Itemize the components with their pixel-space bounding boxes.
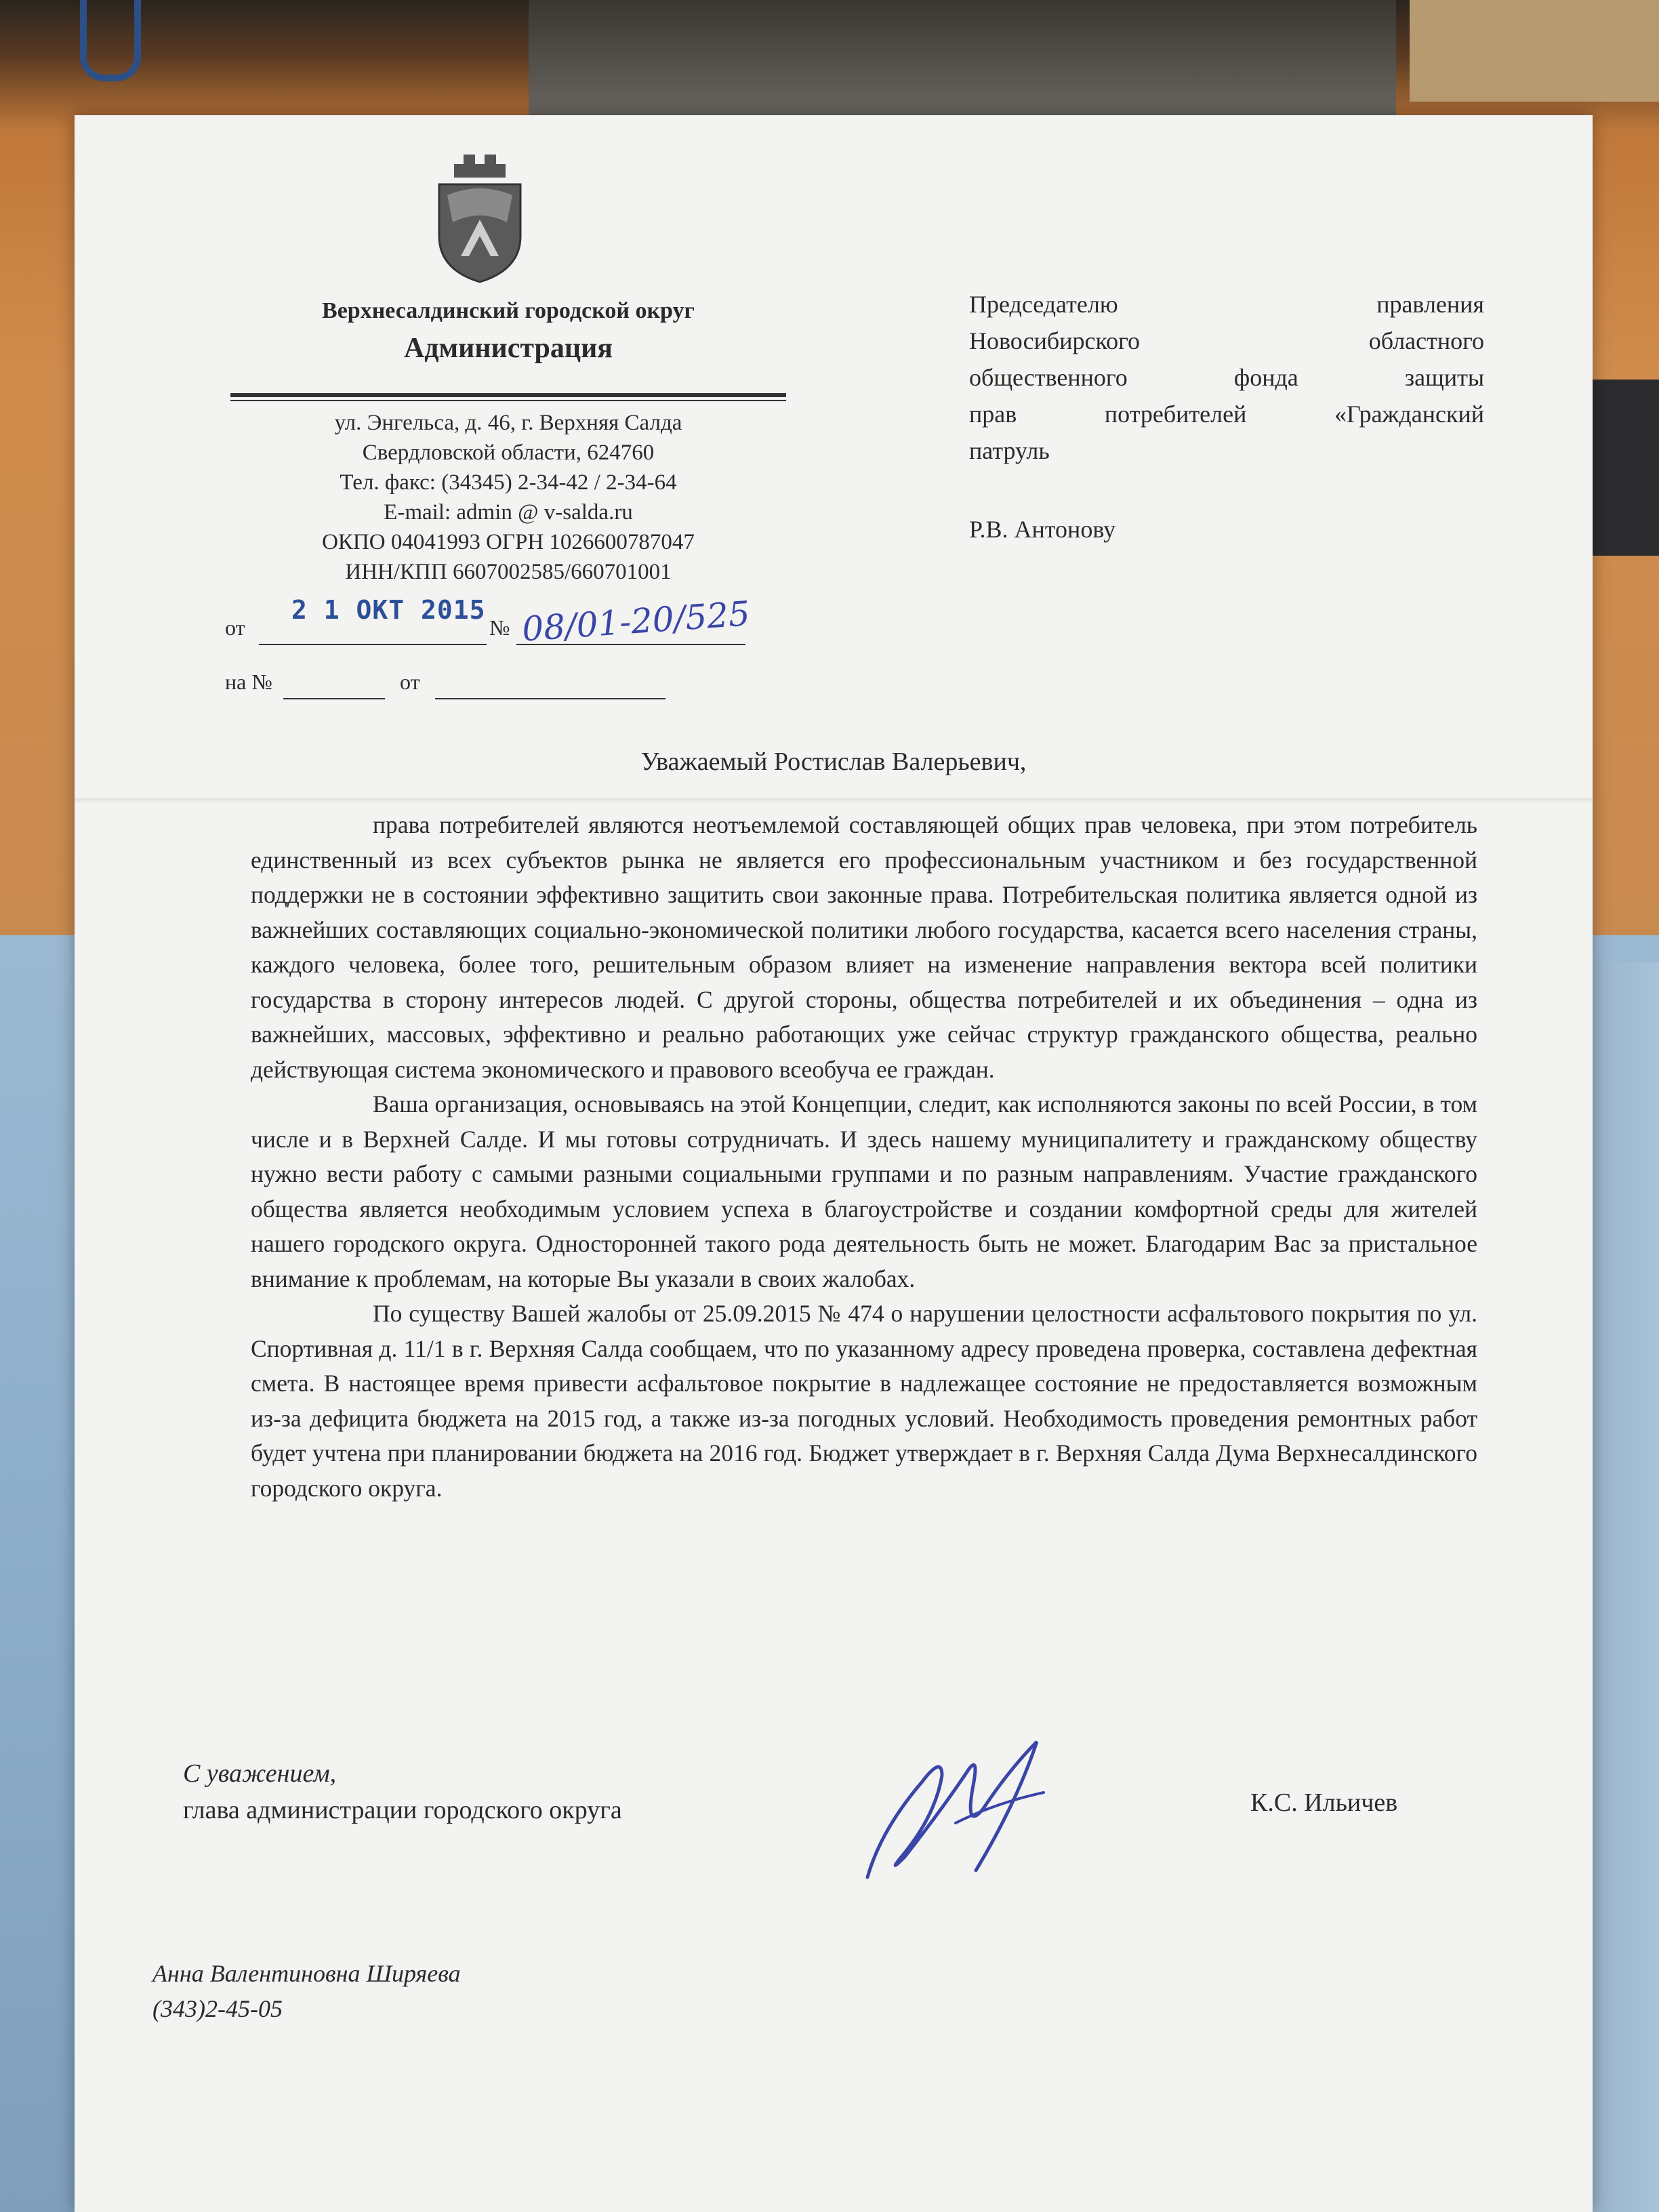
closing-text: С уважением,: [183, 1759, 337, 1788]
reply-to-label: на №: [225, 670, 272, 694]
background-board: [1410, 0, 1659, 102]
address-line: ул. Энгельса, д. 46, г. Верхняя Салда: [334, 411, 682, 435]
addressee-line: прав потребителей «Гражданский: [969, 401, 1484, 428]
reply-date-blank: [435, 698, 665, 699]
okpo-ogrn-line: ОКПО 04041993 ОГРН 1026600787047: [322, 530, 695, 554]
paper-clip-icon: [80, 0, 141, 81]
executor-phone: (343)2-45-05: [152, 1995, 283, 2022]
background-shelf: [529, 0, 1396, 119]
reply-number-blank: [283, 698, 385, 699]
inn-kpp-line: ИНН/КПП 6607002585/660701001: [345, 560, 672, 584]
from-label: от: [225, 615, 245, 640]
addressee-name: Р.В. Антонову: [969, 516, 1116, 543]
address-line: Тел. факс: (34345) 2-34-42 / 2-34-64: [340, 470, 677, 495]
date-blank: [259, 644, 487, 645]
letter-body: [251, 808, 1477, 1506]
outgoing-number: 08/01-20/525: [520, 594, 752, 649]
letter-page: [75, 115, 1593, 2212]
org-title: Администрация: [403, 333, 613, 364]
body-paragraph: права потребителей являются неотъемлемой составляющей общих прав человека, при этом потребитель единственный из всех субъектов рынка не является его профессиональным участником и без государственной поддержки не в состоянии эффективно защитить свои законные права. Потребительская политика является одной из важнейших составляющих социально-экономической политики любого государства, касается всего населения страны, каждого человека, более того, решительным образом влияет на изменение направления вектора всей политики государства в сторону интересов людей. С другой стороны, общества потребителей и их объединения – одна из важнейших, массовых, эффективно и реально работающих уже сейчас структур гражданского общества, реально действующая система экономического и правового всеобуча ее граждан.: [251, 811, 1477, 1083]
handwritten-signature: [840, 1728, 1098, 1891]
addressee-line: патруль: [969, 437, 1050, 464]
number-label: №: [489, 615, 510, 640]
coat-of-arms-icon: [434, 155, 526, 283]
date-stamp: 2 1 ОКТ 2015: [291, 595, 486, 625]
executor-name: Анна Валентиновна Ширяева: [152, 1960, 461, 1987]
signer-name: К.С. Ильичев: [1250, 1788, 1398, 1817]
address-line: Свердловской области, 624760: [362, 441, 655, 465]
paper-fold: [75, 798, 1593, 804]
reply-from-label: от: [400, 670, 420, 694]
addressee-block: [969, 286, 1484, 469]
email-line: E-mail: admin @ v-salda.ru: [384, 500, 633, 525]
header-rule-thin: [230, 400, 786, 401]
addressee-line: общественного фонда защиты: [969, 364, 1484, 391]
signature-block: [183, 1755, 622, 1828]
header-rule: [230, 393, 786, 397]
addressee-line: Председателю правления: [969, 291, 1484, 318]
salutation: Уважаемый Ростислав Валерьевич,: [640, 747, 1027, 776]
org-name: Верхнесалдинский городской округ: [322, 298, 695, 323]
addressee-line: Новосибирского областного: [969, 327, 1484, 354]
body-paragraph: По существу Вашей жалобы от 25.09.2015 № 474 о нарушении целостности асфальтового покрытия по ул. Спортивная д. 11/1 в г. Верхняя Салда сообщаем, что по указанному адресу проведена проверка, составлена дефектная смета. В настоящее время привести асфальтовое покрытие в надлежащее состояние не предоставляется возможным из-за дефицита бюджета на 2015 год, а также из-за погодных условий. Необходимость проведения ремонтных работ будет учтена при планировании бюджета на 2016 год. Бюджет утверждает в г. Верхняя Салда Дума Верхнесалдинского городского округа.: [251, 1300, 1477, 1502]
body-paragraph: Ваша организация, основываясь на этой Концепции, следит, как исполняются законы по всей России, в том числе и в Верхней Салде. И мы готовы сотрудничать. И здесь нашему муниципалитету и гражданскому обществу нужно вести работу с самыми разными социальными группами и по разным направлениям. Участие гражданского общества является необходимым условием успеха в благоустройстве и создании комфортной среды для жителей нашего городского округа. Односторонней такого рода деятельность быть не может. Благодарим Вас за пристальное внимание к проблемам, на которые Вы указали в своих жалобах.: [251, 1090, 1477, 1292]
signer-position: глава администрации городского округа: [183, 1796, 622, 1824]
executor-block: [152, 1956, 461, 2026]
